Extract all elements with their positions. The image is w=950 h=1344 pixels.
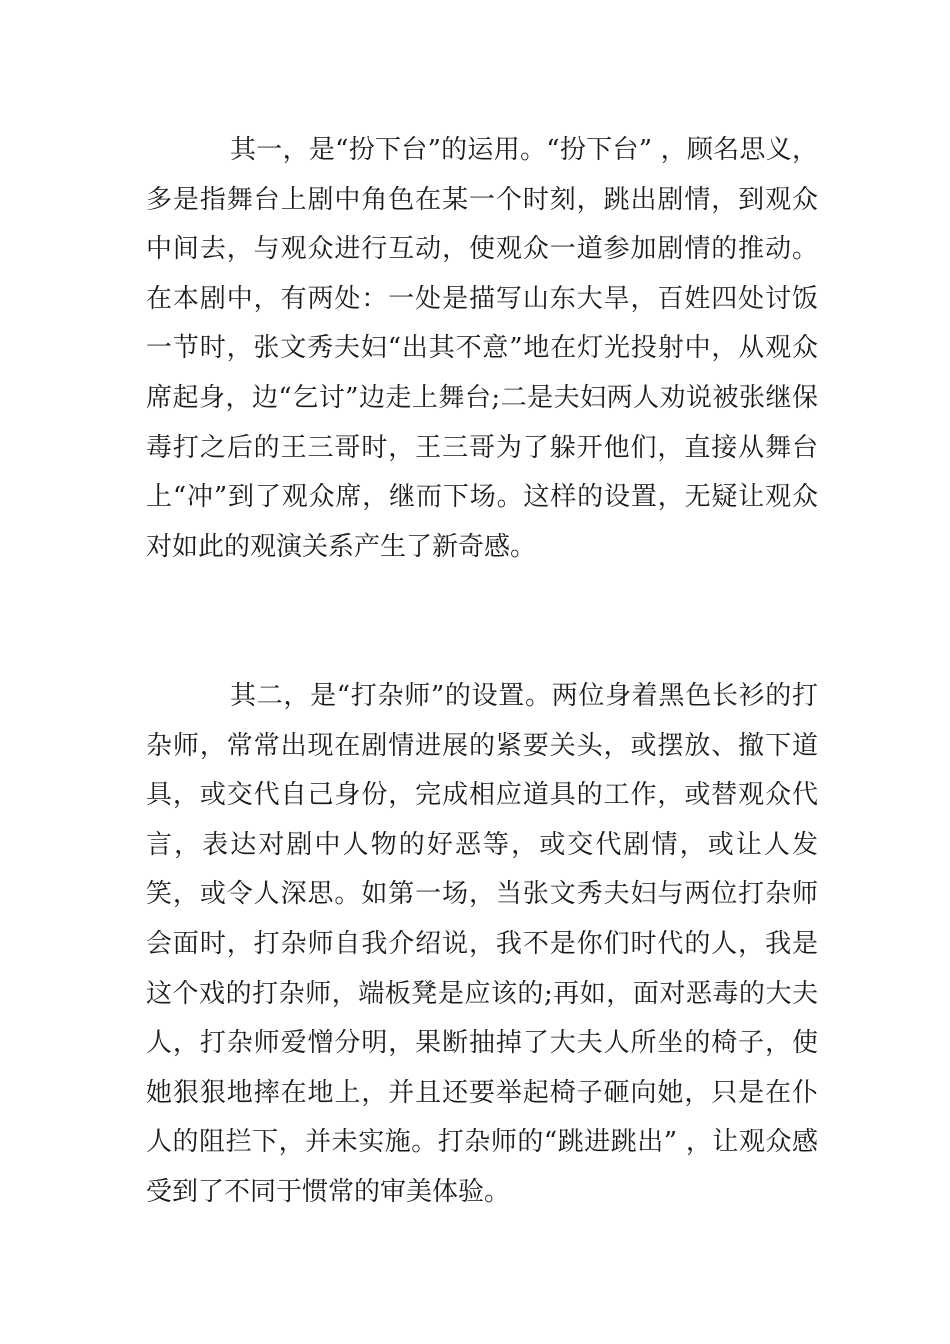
- paragraph-1: 其一，是“扮下台”的运用。“扮下台” ，顾名思义，多是指舞台上剧中角色在某一个时刻，跳出剧情，到观众中间去，与观众进行互动，使观众一道参加剧情的推动。在本剧中，有两处：一处是描写山东大旱，百姓四处讨饭一节时，张文秀夫妇“出其不意”地在灯光投射中，从观众席起身，边“乞讨”边走上舞台;二是夫妇两人劝说被张继保毒打之后的王三哥时，王三哥为了躲开他们，直接从舞台上“冲”到了观众席，继而下场。这样的设置，无疑让观众对如此的观演关系产生了新奇感。: [146, 135, 818, 562]
- paragraph-2: 其二，是“打杂师”的设置。两位身着黑色长衫的打杂师，常常出现在剧情进展的紧要关头，或摆放、撤下道具，或交代自己身份，完成相应道具的工作，或替观众代言，表达对剧中人物的好恶等，或交代剧情，或让人发笑，或令人深思。如第一场，当张文秀夫妇与两位打杂师会面时，打杂师自我介绍说，我不是你们时代的人，我是这个戏的打杂师，端板凳是应该的;再如，面对恶毒的大夫人，打杂师爱憎分明，果断抽掉了大夫人所坐的椅子，使她狠狠地摔在地上，并且还要举起椅子砸向她，只是在仆人的阻拦下，并未实施。打杂师的“跳进跳出” ，让观众感受到了不同于惯常的审美体验。: [146, 681, 818, 1207]
